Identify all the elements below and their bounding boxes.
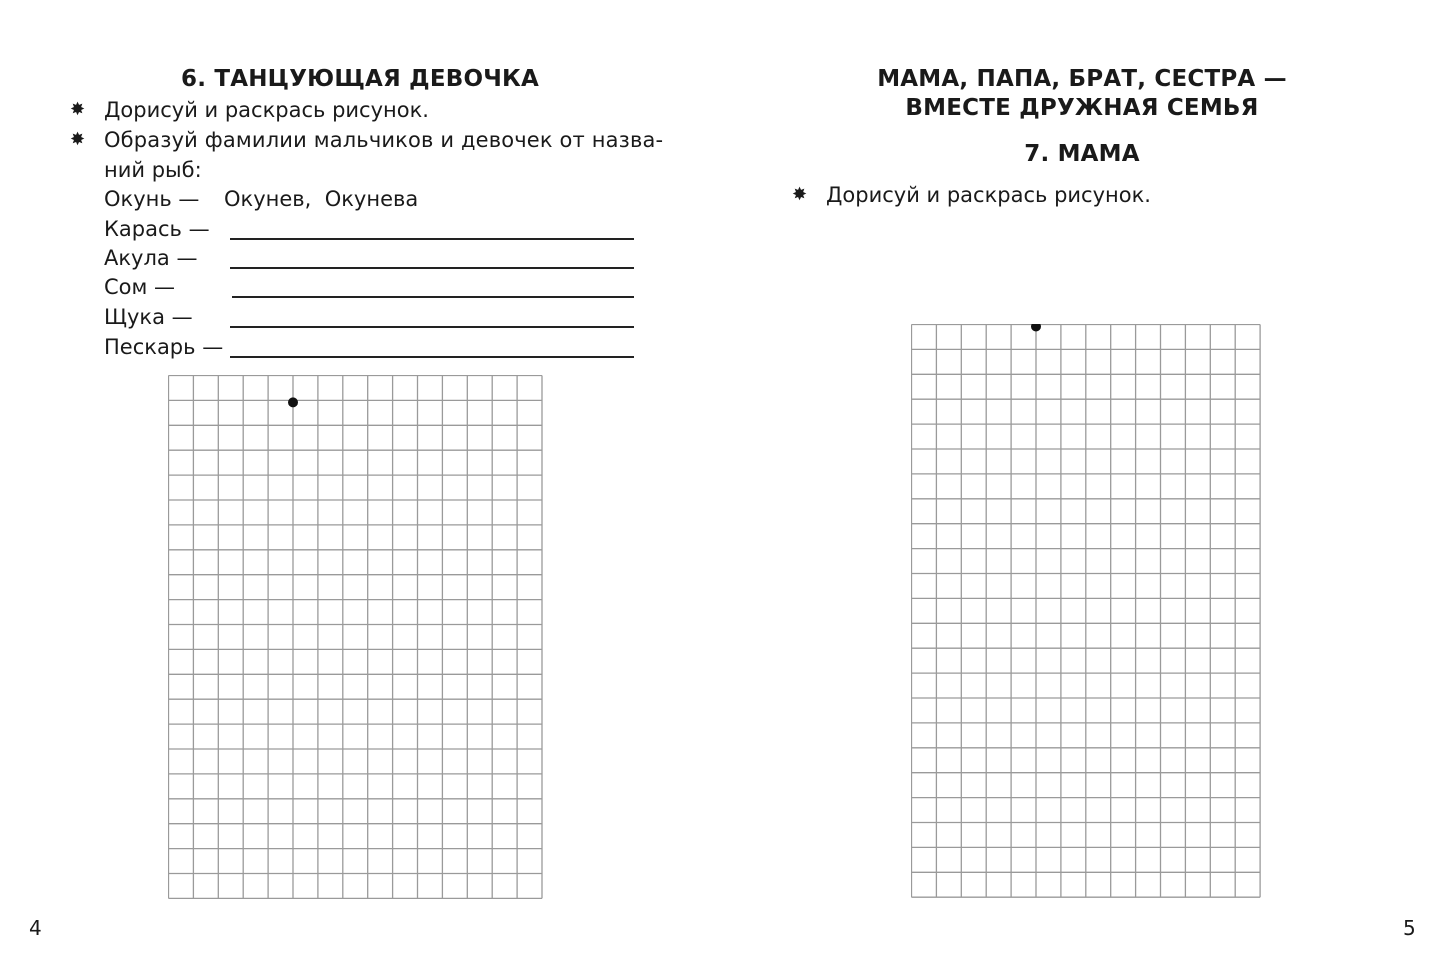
fill-row [104, 214, 644, 244]
fish-label: Щука — [104, 305, 193, 329]
answer-line[interactable] [230, 238, 634, 240]
fish-label: Карась — [104, 217, 210, 241]
fill-row [104, 272, 644, 302]
fish-label: Пескарь — [104, 335, 224, 359]
right-page [722, 0, 1445, 972]
answer-line[interactable] [230, 356, 634, 358]
example-label: Окунь — [104, 187, 200, 211]
fill-row [104, 332, 644, 362]
answer-line[interactable] [230, 326, 634, 328]
start-dot [1031, 324, 1041, 332]
example-row [104, 184, 644, 214]
fill-row [104, 302, 644, 332]
fish-label: Акула — [104, 246, 198, 270]
section-heading-line1: МАМА, ПАПА, БРАТ, СЕСТРА — [877, 66, 1287, 92]
instruction-surnames-line2: ний рыб: [104, 158, 202, 182]
star-bullet-icon: ✸ [70, 129, 86, 150]
page-title: 7. МАМА [1024, 141, 1140, 167]
answer-line[interactable] [230, 267, 634, 269]
instruction-draw: Дорисуй и раскрась рисунок. [104, 98, 429, 122]
star-bullet-icon: ✸ [70, 99, 86, 120]
page-title: 6. ТАНЦУЮЩАЯ ДЕВОЧКА [180, 66, 540, 92]
left-page [0, 0, 722, 972]
section-heading-line2: ВМЕСТЕ ДРУЖНАЯ СЕМЬЯ [905, 95, 1259, 121]
page-number: 4 [29, 916, 42, 940]
star-bullet-icon: ✸ [792, 184, 808, 205]
fish-label: Сом — [104, 275, 176, 299]
drawing-grid[interactable] [911, 324, 1262, 899]
answer-line[interactable] [232, 296, 634, 298]
instruction-surnames-line1: Образуй фамилии мальчиков и девочек от назва- [104, 128, 664, 152]
instruction-draw: Дорисуй и раскрась рисунок. [826, 183, 1151, 207]
drawing-grid[interactable] [168, 375, 544, 900]
fill-row [104, 243, 644, 273]
page-number: 5 [1403, 916, 1416, 940]
start-dot [288, 397, 298, 407]
example-answer: Окунев, Окунева [224, 187, 419, 211]
